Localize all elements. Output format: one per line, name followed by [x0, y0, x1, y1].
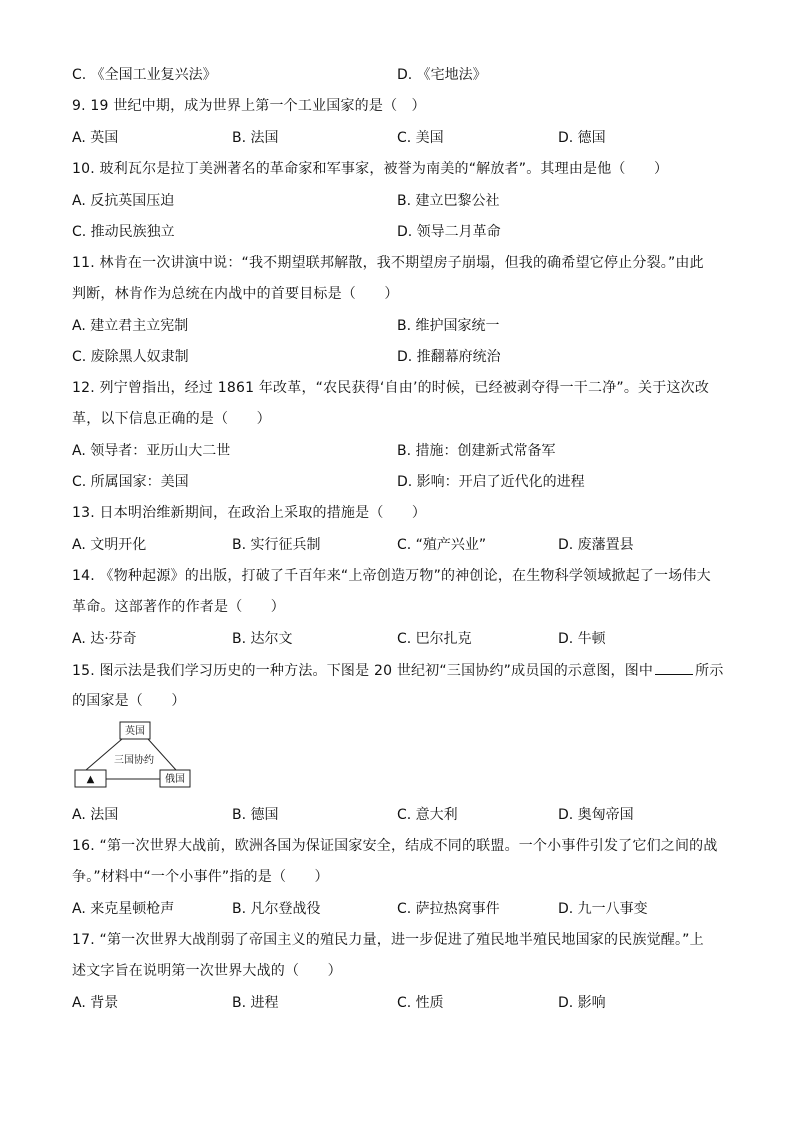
q16-option-c: C. 萨拉热窝事件: [397, 901, 500, 917]
q13-stem: 13. 日本明治维新期间，在政治上采取的措施是（ ）: [72, 505, 427, 521]
q15-stem-line1: [72, 661, 724, 680]
q13-option-d: D. 废藩置县: [558, 537, 634, 553]
q14-stem-line1: 14. 《物种起源》的出版，打破了千百年来“上帝创造万物”的神创论，在生物科学领域掀起了一场伟大: [72, 568, 711, 584]
q15-option-d: D. 奥匈帝国: [558, 807, 634, 823]
q15-stem-part2: 所示: [695, 663, 724, 679]
q10-option-a: A. 反抗英国压迫: [72, 193, 175, 209]
q15-option-b: B. 德国: [232, 807, 279, 823]
q15-stem-part1: 15. 图示法是我们学习历史的一种方法。下图是 20 世纪初“三国协约”成员国的示意图，图中: [72, 663, 654, 679]
q11-option-c: C. 废除黑人奴隶制: [72, 349, 189, 365]
diagram-label-right: 俄国: [165, 774, 185, 785]
q14-option-b: B. 达尔文: [232, 631, 293, 647]
q16-option-d: D. 九一八事变: [558, 901, 648, 917]
q12-stem-line2: 革，以下信息正确的是（ ）: [72, 411, 271, 427]
q9-stem: 9. 19 世纪中期，成为世界上第一个工业国家的是（ ）: [72, 98, 426, 114]
q17-option-a: A. 背景: [72, 995, 119, 1011]
q16-option-b: B. 凡尔登战役: [232, 901, 321, 917]
q13-option-b: B. 实行征兵制: [232, 537, 321, 553]
q12-option-c: C. 所属国家：美国: [72, 474, 189, 490]
q12-option-a: A. 领导者：亚历山大二世: [72, 443, 231, 459]
q10-option-c: C. 推动民族独立: [72, 224, 175, 240]
q12-option-d: D. 影响：开启了近代化的进程: [397, 474, 585, 490]
q14-option-d: D. 牛顿: [558, 631, 606, 647]
q13-option-c: C. “殖产兴业”: [397, 537, 487, 553]
q15-option-a: A. 法国: [72, 807, 119, 823]
q17-option-d: D. 影响: [558, 995, 606, 1011]
q9-option-d: D. 德国: [558, 130, 606, 146]
q16-option-a: A. 来克星顿枪声: [72, 901, 175, 917]
q16-stem-line2: 争。”材料中“一个小事件”指的是（ ）: [72, 869, 329, 885]
q11-option-d: D. 推翻幕府统治: [397, 349, 501, 365]
q12-stem-line1: 12. 列宁曾指出，经过 1861 年改革，“农民获得‘自由’的时候，已经被剥夺得一干二净”。关于这次改: [72, 380, 710, 396]
diagram-label-left: ▲: [86, 774, 95, 785]
q17-option-c: C. 性质: [397, 995, 444, 1011]
triple-entente-diagram: [72, 718, 196, 796]
q14-stem-line2: 革命。这部著作的作者是（ ）: [72, 599, 285, 615]
q10-option-d: D. 领导二月革命: [397, 224, 501, 240]
q15-stem-line2: 的国家是（ ）: [72, 693, 186, 709]
q14-option-c: C. 巴尔扎克: [397, 631, 472, 647]
diagram-label-center: 三国协约: [114, 755, 154, 766]
q10-stem: 10. 玻利瓦尔是拉丁美洲著名的革命家和军事家，被誉为南美的“解放者”。其理由是他（ ）: [72, 161, 669, 177]
q17-stem-line2: 述文字旨在说明第一次世界大战的（ ）: [72, 963, 342, 979]
q17-option-b: B. 进程: [232, 995, 279, 1011]
q14-option-a: A. 达·芬奇: [72, 631, 137, 647]
q11-option-a: A. 建立君主立宪制: [72, 318, 189, 334]
q8-option-d: D. 《宅地法》: [397, 67, 487, 83]
q11-option-b: B. 维护国家统一: [397, 318, 500, 334]
q13-option-a: A. 文明开化: [72, 537, 147, 553]
q15-answer-blank: [655, 661, 693, 675]
q17-stem-line1: 17. “第一次世界大战削弱了帝国主义的殖民力量，进一步促进了殖民地半殖民地国家的民族觉醒。”上: [72, 932, 704, 948]
q9-option-a: A. 英国: [72, 130, 119, 146]
q12-option-b: B. 措施：创建新式常备军: [397, 443, 556, 459]
q15-option-c: C. 意大利: [397, 807, 458, 823]
q8-option-c: C. 《全国工业复兴法》: [72, 67, 217, 83]
diagram-label-top: 英国: [125, 726, 145, 737]
q16-stem-line1: 16. “第一次世界大战前，欧洲各国为保证国家安全，结成不同的联盟。一个小事件引发了它们之间的战: [72, 838, 718, 854]
q10-option-b: B. 建立巴黎公社: [397, 193, 500, 209]
q11-stem-line1: 11. 林肯在一次讲演中说：“我不期望联邦解散，我不期望房子崩塌，但我的确希望它停止分裂。”由此: [72, 255, 704, 271]
q9-option-c: C. 美国: [397, 130, 444, 146]
q9-option-b: B. 法国: [232, 130, 279, 146]
q11-stem-line2: 判断，林肯作为总统在内战中的首要目标是（ ）: [72, 286, 399, 302]
